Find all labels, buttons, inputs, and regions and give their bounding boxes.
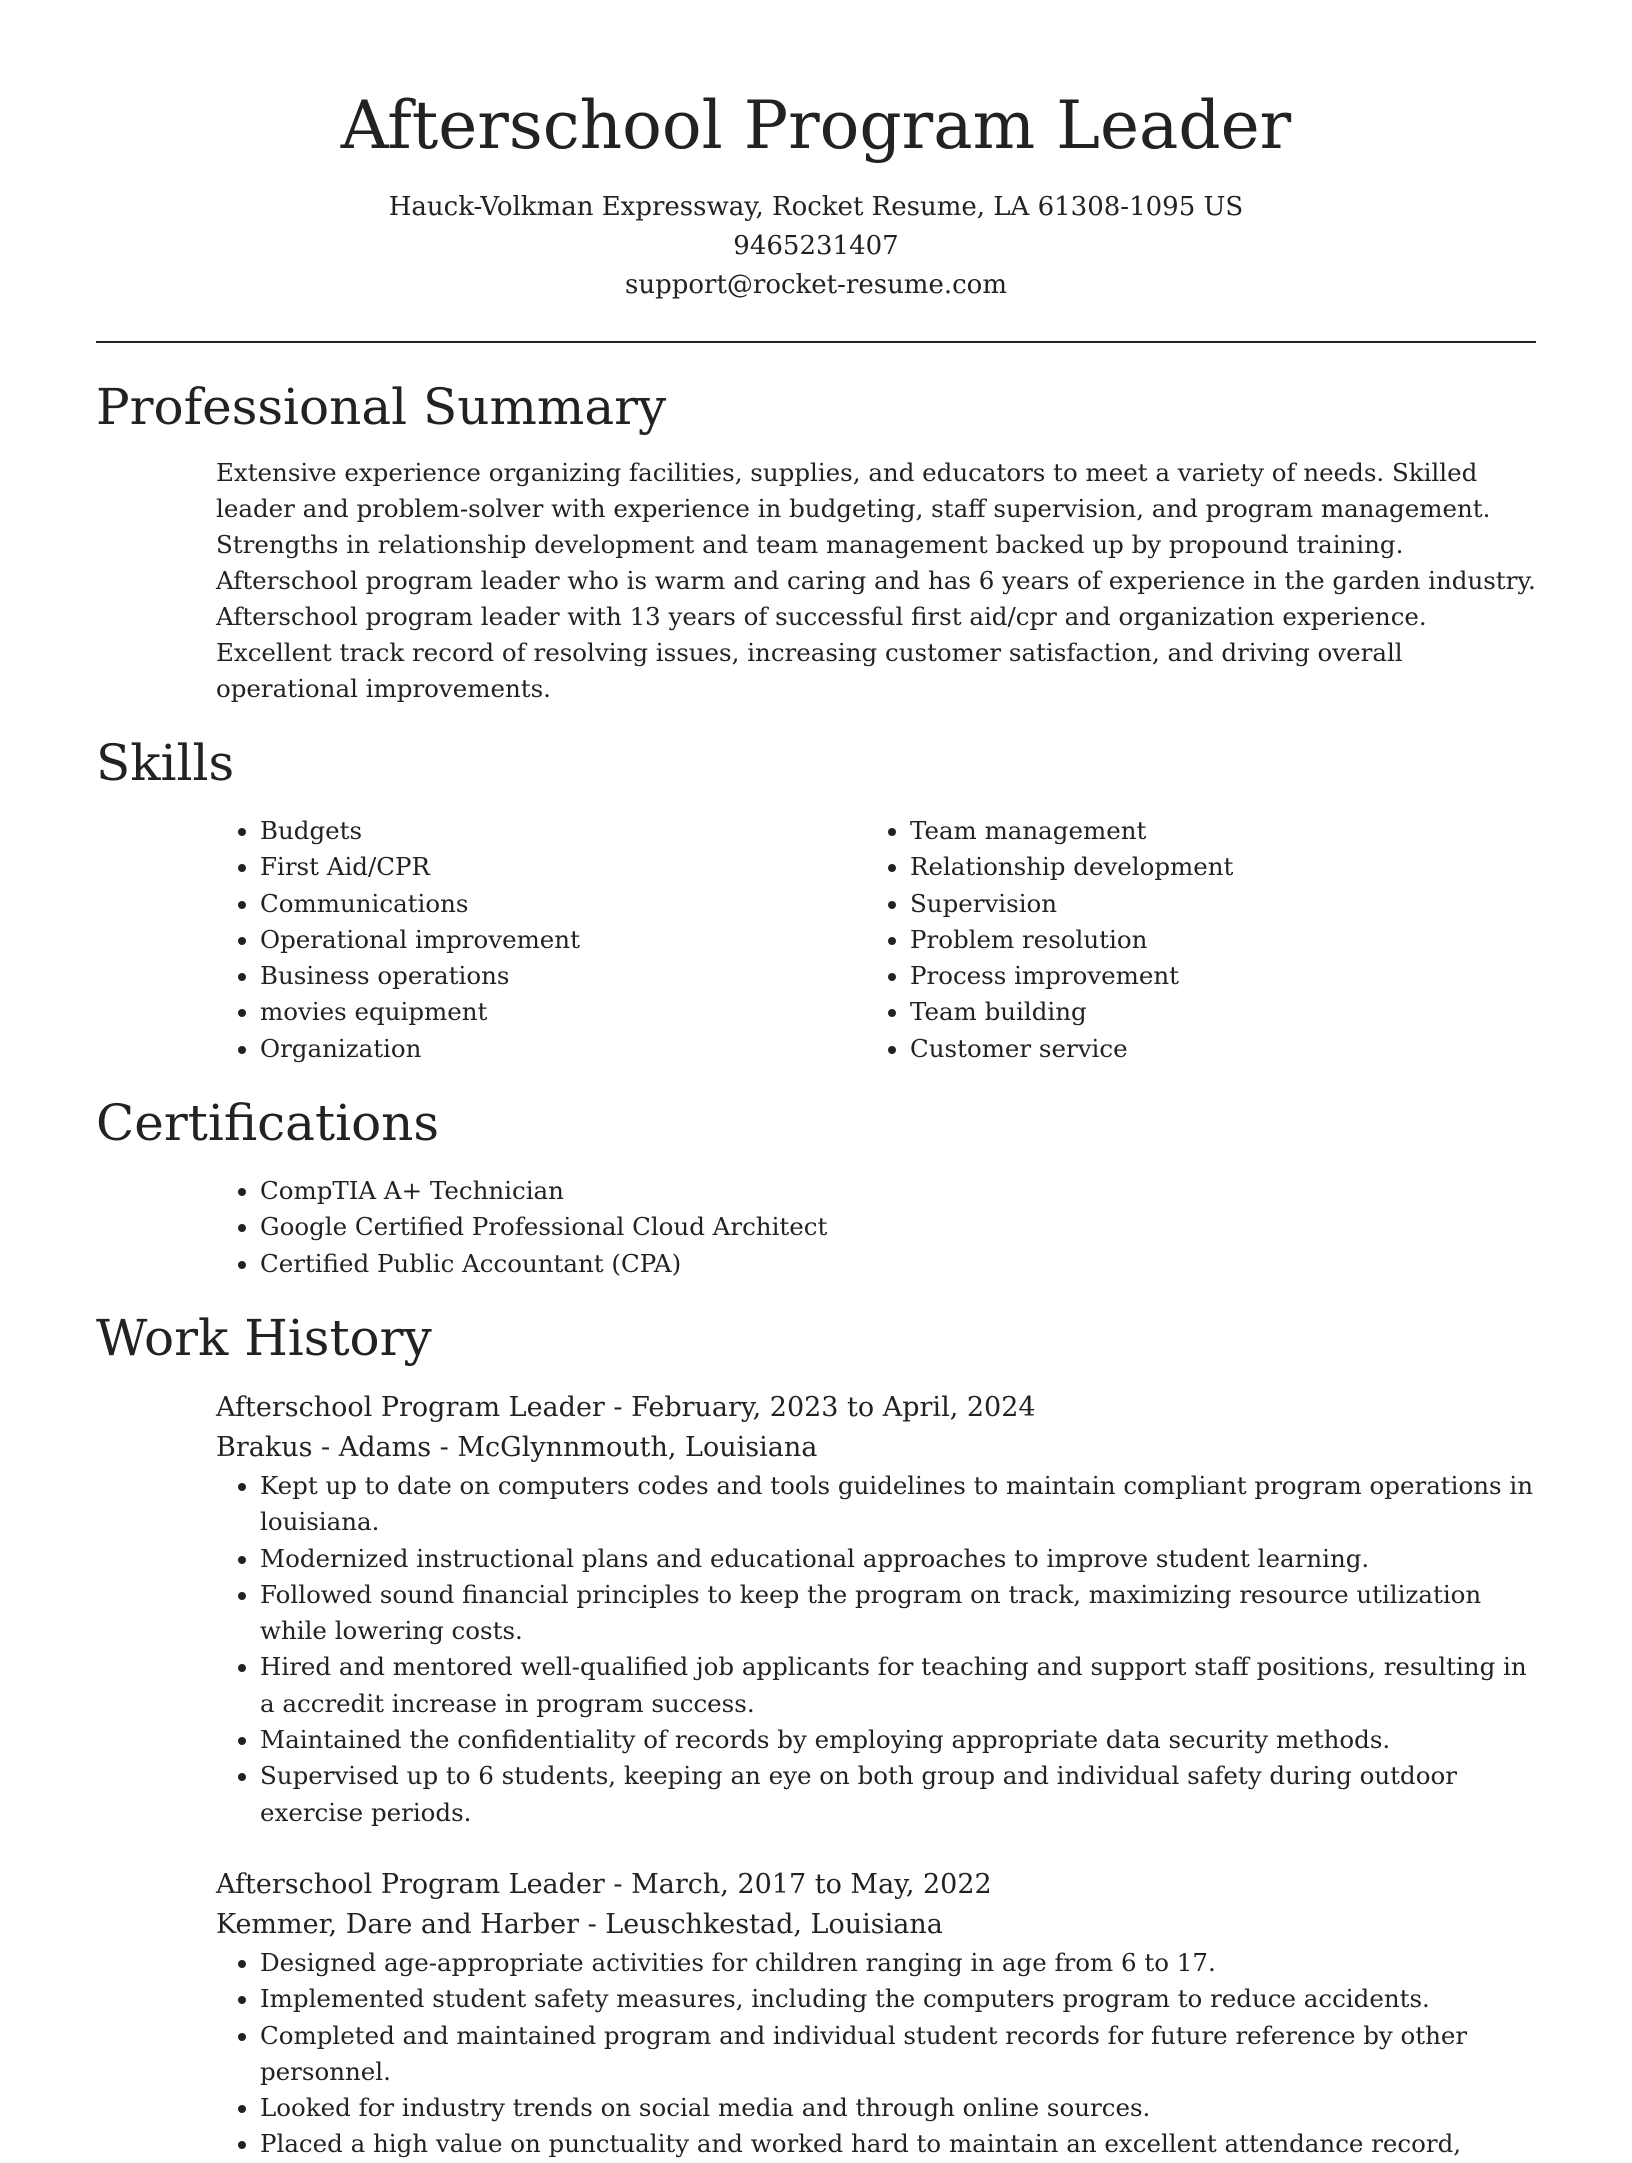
job-duty-item: • Supervised up to 6 students, keeping an eye on both group and individual safety during outdoor exercise periods.	[260, 1758, 1536, 1831]
skill-item: • First Aid/CPR	[260, 849, 866, 885]
job-duty-item: • Completed and maintained program and individual student records for future reference by other personnel.	[260, 2018, 1536, 2091]
skill-item: • Relationship development	[910, 849, 1516, 885]
skills-column-left	[216, 813, 866, 1067]
job-duty-item: • Looked for industry trends on social media and through online sources.	[260, 2090, 1536, 2126]
skills-grid	[216, 813, 1536, 1067]
job-title-dates: Afterschool Program Leader - February, 2023 to April, 2024	[216, 1391, 1036, 1423]
job-duty-item: • Maintained the confidentiality of records by employing appropriate data security methods.	[260, 1722, 1536, 1758]
contact-block	[96, 188, 1536, 305]
job-duty-item: • Hired and mentored well-qualified job applicants for teaching and support staff positions, resulting in a accredit increase in program success.	[260, 1649, 1536, 1722]
job-duties-list	[216, 1468, 1536, 1831]
certification-item: • CompTIA A+ Technician	[260, 1173, 1536, 1209]
job-entry	[216, 1388, 1536, 1831]
skill-item: • Team management	[910, 813, 1516, 849]
skill-item: • movies equipment	[260, 994, 866, 1030]
certification-item: • Google Certified Professional Cloud Architect	[260, 1209, 1536, 1245]
skill-item: • Team building	[910, 994, 1516, 1030]
certifications-heading: Certifications	[96, 1094, 440, 1153]
certifications-block	[216, 1173, 1536, 1282]
skills-heading: Skills	[96, 734, 235, 792]
resume-header	[96, 0, 1536, 305]
skill-item: • Organization	[260, 1031, 866, 1067]
job-company-location: Kemmer, Dare and Harber - Leuschkestad, Louisiana	[216, 1908, 943, 1940]
skill-item: • Customer service	[910, 1031, 1516, 1067]
job-duties-list	[216, 1945, 1536, 2163]
resume-page	[96, 0, 1536, 2163]
job-duty-item: • Followed sound financial principles to keep the program on track, maximizing resource utilization while lowering costs.	[260, 1577, 1536, 1650]
job-duty-item: • Kept up to date on computers codes and tools guidelines to maintain compliant program operations in louisiana.	[260, 1468, 1536, 1541]
skills-column-right	[866, 813, 1516, 1067]
skills-list-left	[216, 813, 866, 1067]
job-duty-item: • Designed age-appropriate activities for children ranging in age from 6 to 17.	[260, 1945, 1536, 1981]
skill-item: • Problem resolution	[910, 922, 1516, 958]
contact-email: support@rocket-resume.com	[624, 270, 1007, 300]
skill-item: • Business operations	[260, 958, 866, 994]
job-duty-item: • Modernized instructional plans and educational approaches to improve student learning.	[260, 1541, 1536, 1577]
job-duty-item: • Implemented student safety measures, including the computers program to reduce accidents.	[260, 1981, 1536, 2017]
contact-address: Hauck-Volkman Expressway, Rocket Resume, LA 61308-1095 US	[388, 192, 1244, 222]
skill-item: • Process improvement	[910, 958, 1516, 994]
skill-item: • Operational improvement	[260, 922, 866, 958]
job-company-location: Brakus - Adams - McGlynnmouth, Louisiana	[216, 1431, 818, 1463]
work-history-heading: Work History	[96, 1308, 432, 1367]
certifications-list	[216, 1173, 1536, 1282]
summary-text: Extensive experience organizing facilities, supplies, and educators to meet a variety of needs. Skilled leader and problem-solver with experience in budgeting, staff supervision, and program management. Strengths in relationship development and team management backed up by propound training. Afterschool program leader who is warm and caring and has 6 years of experience in the garden industry. Afterschool program leader with 13 years of successful first aid/cpr and organization experience. Excellent track record of resolving issues, increasing customer satisfaction, and driving overall operational improvements.	[216, 458, 1536, 703]
job-title-dates: Afterschool Program Leader - March, 2017 to May, 2022	[216, 1868, 992, 1900]
certification-item: • Certified Public Accountant (CPA)	[260, 1246, 1536, 1282]
job-entry	[216, 1865, 1536, 2163]
summary-heading: Professional Summary	[96, 378, 667, 436]
skill-item: • Supervision	[910, 886, 1516, 922]
skill-item: • Budgets	[260, 813, 866, 849]
skill-item: • Communications	[260, 886, 866, 922]
header-divider	[96, 341, 1536, 343]
contact-phone: 9465231407	[733, 231, 899, 261]
candidate-title: Afterschool Program Leader	[340, 87, 1292, 164]
job-duty-item: • Placed a high value on punctuality and worked hard to maintain an excellent attendance record,	[260, 2126, 1536, 2162]
skills-list-right	[866, 813, 1516, 1067]
